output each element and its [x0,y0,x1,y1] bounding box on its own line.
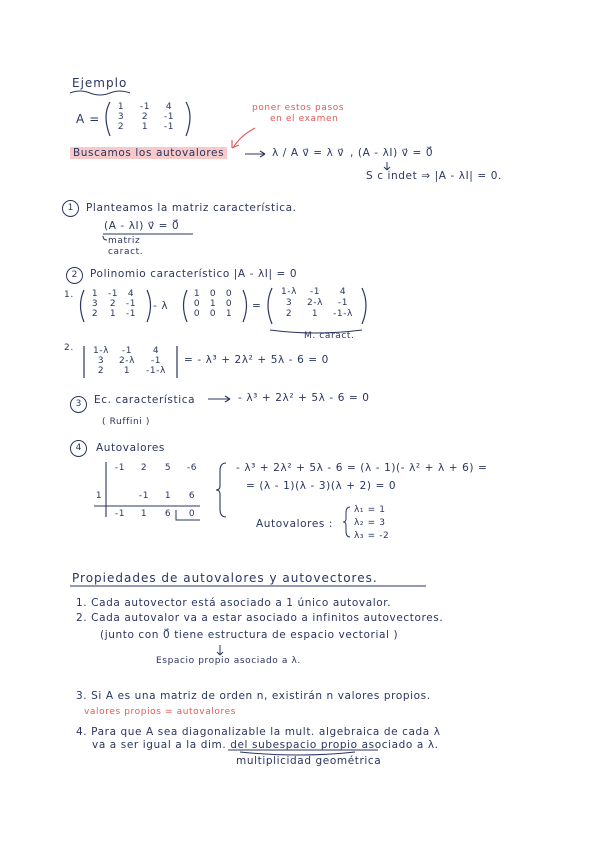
eigenspace-dimension-phrase: dim. del subespacio propio [200,739,358,751]
step-2-item1: 1. [64,290,74,300]
property-2: 2. Cada autovalor va a estar asociado a infinitos autovectores. [76,612,444,624]
property-4-line1: 4. Para que A sea diagonalizable la mult. algebraica de cada λ [76,726,441,738]
eigen-definition: λ / A v⃗ = λ v⃗ [272,147,345,159]
factorization-line1: - λ³ + 2λ² + 5λ - 6 = (λ - 1)(- λ² + λ + 6) = [236,462,488,474]
factorization-line2: = (λ - 1)(λ - 3)(λ + 2) = 0 [246,480,397,492]
step-3-number: 3 [70,396,87,413]
eigenvalues-label: Autovalores : [256,518,334,530]
step-2-text: Polinomio característico |A - λI| = 0 [90,268,298,280]
eigenspace-label: Espacio propio asociado a λ. [156,656,301,666]
char-condition: S c indet ⇒ |A - λI| = 0. [366,170,502,182]
exam-note-line2: en el examen [270,114,339,124]
step-1-number: 1 [62,200,79,217]
find-eigenvalues-heading: Buscamos los autovalores [70,147,227,159]
step-2-item2: 2. [64,343,74,353]
properties-title: Propiedades de autovalores y autovectores. [72,571,378,585]
geometric-multiplicity-label: multiplicidad geométrica [236,755,382,767]
matrix-a-label: A = [76,112,100,126]
eigen-system: , (A - λI) v⃗ = 0⃗ [350,147,434,159]
equals-sign: = [252,300,262,312]
step-1-equation: (A - λI) v⃗ = 0⃗ [104,220,180,232]
step-4-number: 4 [70,440,87,457]
eigenvalue-3: λ₃ = -2 [354,531,390,541]
step-4-text: Autovalores [96,442,165,454]
determinant-result: = - λ³ + 2λ² + 5λ - 6 = 0 [184,354,329,366]
eigenvalues-synonym-note: valores propios = autovalores [84,707,237,717]
eigenvalue-1: λ₁ = 1 [354,505,386,515]
step-1-text: Planteamos la matriz característica. [86,202,297,214]
step-3-text: Ec. característica [94,394,196,406]
property-3: 3. Si A es una matriz de orden n, existirán n valores propios. [76,690,431,702]
property-1: 1. Cada autovector está asociado a 1 único autovalor. [76,597,392,609]
ruffini-label: ( Ruffini ) [102,417,150,427]
step-1-sub1: matriz [108,236,141,246]
step-2-number: 2 [66,267,83,284]
step-1-sub2: caract. [108,247,144,257]
example-title: Ejemplo [72,76,128,90]
characteristic-equation: - λ³ + 2λ² + 5λ - 6 = 0 [238,392,370,404]
property-4-line2: va a ser igual a la dim. del subespacio propio asociado a λ. [92,739,439,751]
exam-note-line1: poner estos pasos [252,103,345,113]
char-matrix-label: M. caract. [304,331,355,341]
eigenvalue-2: λ₂ = 3 [354,518,386,528]
minus-lambda: - λ [153,300,169,312]
property-2-note: (junto con 0⃗ tiene estructura de espacio vectorial ) [100,629,399,641]
